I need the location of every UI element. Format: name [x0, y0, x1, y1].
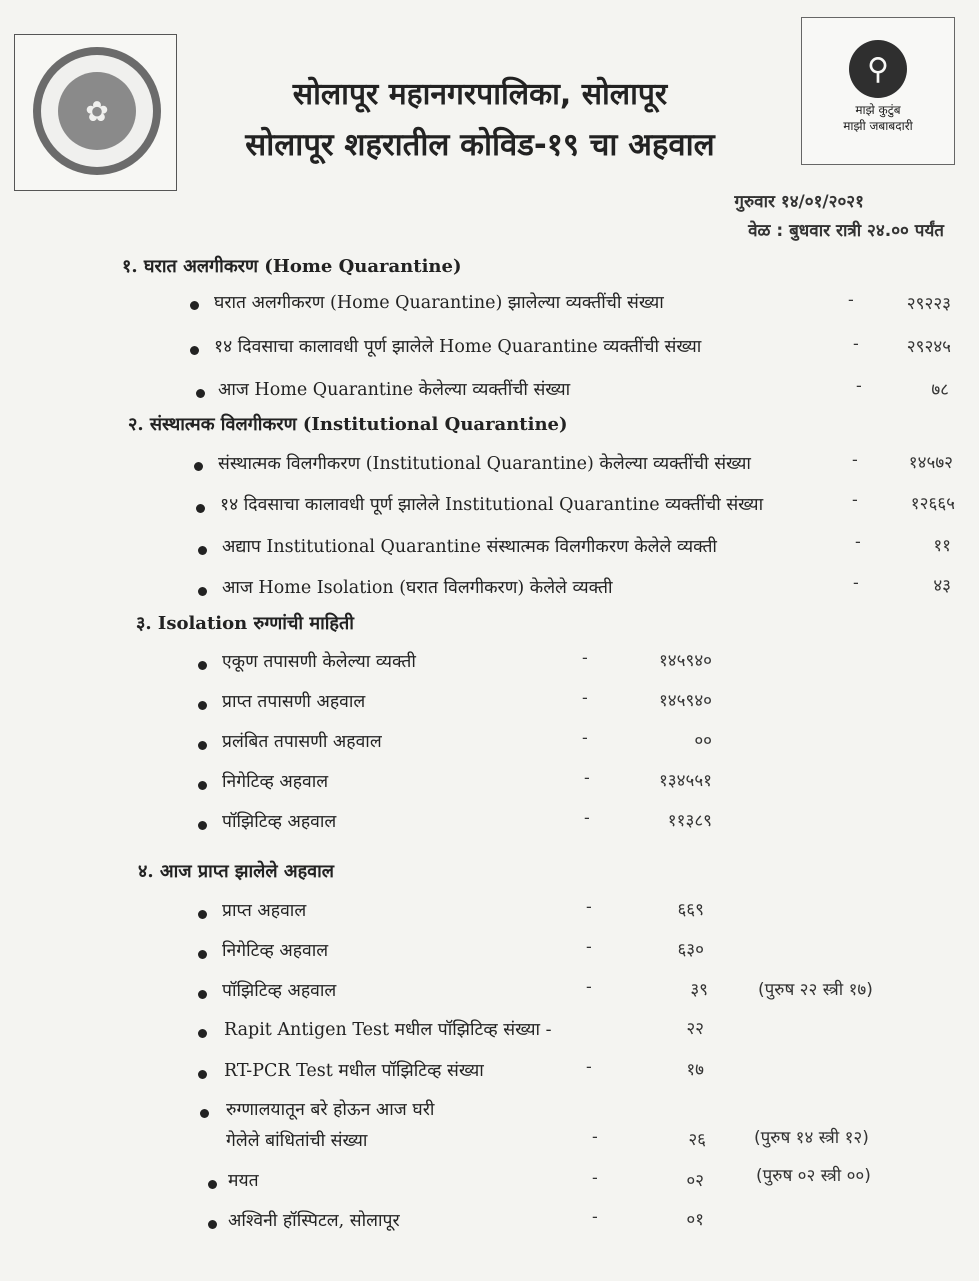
list-item-label: १४ दिवसाचा कालावधी पूर्ण झालेले Home Quarantine व्यक्तींची संख्या: [214, 337, 702, 357]
list-item-label: प्राप्त अहवाल: [222, 901, 307, 921]
dash-separator: -: [584, 768, 590, 788]
list-item-label-continued: गेलेले बांधितांची संख्या: [226, 1131, 368, 1151]
dash-separator: -: [855, 532, 861, 552]
dash-separator: -: [592, 1207, 598, 1227]
list-item-value: ३९: [690, 980, 708, 1000]
section-4-heading: ४. आज प्राप्त झालेले अहवाल: [138, 861, 335, 882]
gender-breakdown-note: (पुरुष १४ स्त्री १२): [754, 1128, 869, 1148]
bullet-icon: [198, 661, 207, 670]
bullet-icon: [198, 781, 207, 790]
list-item-label: प्राप्त तपासणी अहवाल: [222, 692, 366, 712]
slogan-line-2: माझी जबाबदारी: [843, 119, 913, 133]
dash-separator: -: [853, 334, 859, 354]
list-item-label: रुग्णालयातून बरे होऊन आज घरी: [226, 1100, 435, 1120]
list-item-value: ०२: [686, 1171, 704, 1191]
gender-breakdown-note: (पुरुष ०२ स्त्री ००): [756, 1166, 871, 1186]
bullet-icon: [198, 741, 207, 750]
bullet-icon: [196, 504, 205, 513]
bullet-icon: [208, 1220, 217, 1229]
list-item-label: Rapit Antigen Test मधील पॉझिटिव्ह संख्या -: [224, 1020, 552, 1040]
report-time: वेळ : बुधवार रात्री २४.०० पर्यंत: [748, 221, 944, 241]
list-item-value: ४३: [933, 576, 951, 596]
list-item-label: अश्विनी हॉस्पिटल, सोलापूर: [228, 1211, 400, 1231]
dash-separator: -: [856, 376, 862, 396]
bullet-icon: [194, 462, 203, 471]
list-item-value: ११३८९: [667, 811, 712, 831]
dash-separator: -: [848, 290, 854, 310]
gender-breakdown-note: (पुरुष २२ स्त्री १७): [758, 980, 873, 1000]
dash-separator: -: [584, 808, 590, 828]
bullet-icon: [198, 701, 207, 710]
list-item-label: निगेटिव्ह अहवाल: [222, 941, 329, 961]
bullet-icon: [198, 546, 207, 555]
list-item-value: ०१: [686, 1210, 704, 1230]
dash-separator: -: [582, 688, 588, 708]
list-item-value: ००: [694, 731, 712, 751]
list-item-value: ६३०: [677, 940, 704, 960]
list-item-value: २६: [688, 1130, 706, 1150]
dash-separator: -: [586, 977, 592, 997]
bullet-icon: [198, 950, 207, 959]
report-date: गुरुवार १४/०१/२०२१: [734, 192, 864, 212]
section-3-heading: ३. Isolation रुग्णांची माहिती: [136, 613, 354, 634]
section-2-heading: २. संस्थात्मक विलगीकरण (Institutional Quarantine): [128, 414, 568, 435]
bullet-icon: [190, 346, 199, 355]
dash-separator: -: [582, 648, 588, 668]
list-item-label: आज Home Quarantine केलेल्या व्यक्तींची संख्या: [218, 380, 571, 400]
section-1-heading: १. घरात अलगीकरण (Home Quarantine): [122, 256, 462, 277]
seal-icon: ✿: [33, 47, 161, 175]
dash-separator: -: [582, 728, 588, 748]
dash-separator: -: [586, 897, 592, 917]
slogan-line-1: माझे कुटुंब: [855, 103, 901, 117]
page-title: सोलापूर महानगरपालिका, सोलापूर: [292, 77, 668, 112]
dash-separator: -: [592, 1168, 598, 1188]
list-item-value: २२: [686, 1019, 704, 1039]
bullet-icon: [208, 1180, 217, 1189]
list-item-value: १४५९४०: [658, 651, 712, 671]
list-item-value: १७: [686, 1060, 704, 1080]
list-item-label: घरात अलगीकरण (Home Quarantine) झालेल्या व्यक्तींची संख्या: [214, 293, 664, 313]
bullet-icon: [198, 1029, 207, 1038]
list-item-value: १२६६५: [910, 494, 955, 514]
dash-separator: -: [586, 937, 592, 957]
bullet-icon: [198, 821, 207, 830]
list-item-value: ६६९: [677, 900, 704, 920]
list-item-label: अद्याप Institutional Quarantine संस्थात्मक विलगीकरण केलेले व्यक्ती: [222, 537, 717, 557]
page-subtitle: सोलापूर शहरातील कोविड-१९ चा अहवाल: [245, 127, 715, 163]
bullet-icon: [196, 389, 205, 398]
list-item-value: १४५७२: [908, 453, 953, 473]
list-item-label: पॉझिटिव्ह अहवाल: [222, 981, 337, 1001]
list-item-value: ७८: [931, 380, 949, 400]
bullet-icon: [198, 910, 207, 919]
list-item-value: १३४५५१: [658, 771, 712, 791]
list-item-label: संस्थात्मक विलगीकरण (Institutional Quarantine) केलेल्या व्यक्तींची संख्या: [218, 454, 751, 474]
bullet-icon: [198, 587, 207, 596]
list-item-value: १४५९४०: [658, 691, 712, 711]
list-item-value: २९२४५: [906, 337, 951, 357]
list-item-value: २९२२३: [906, 294, 951, 314]
bullet-icon: [198, 990, 207, 999]
family-responsibility-logo: [801, 17, 955, 165]
list-item-label: निगेटिव्ह अहवाल: [222, 772, 329, 792]
dash-separator: -: [586, 1057, 592, 1077]
list-item-value: ११: [933, 536, 951, 556]
list-item-label: RT-PCR Test मधील पॉझिटिव्ह संख्या: [224, 1061, 484, 1081]
list-item-label: प्रलंबित तपासणी अहवाल: [222, 732, 382, 752]
municipal-seal-logo: [14, 34, 177, 191]
list-item-label: पॉझिटिव्ह अहवाल: [222, 812, 337, 832]
dash-separator: -: [852, 450, 858, 470]
dash-separator: -: [853, 573, 859, 593]
family-icon: ⚲: [849, 40, 907, 98]
list-item-label: १४ दिवसाचा कालावधी पूर्ण झालेले Institutional Quarantine व्यक्तींची संख्या: [220, 495, 764, 515]
dash-separator: -: [852, 490, 858, 510]
bullet-icon: [190, 301, 199, 310]
list-item-label: एकूण तपासणी केलेल्या व्यक्ती: [222, 652, 416, 672]
bullet-icon: [200, 1109, 209, 1118]
dash-separator: -: [592, 1127, 598, 1147]
list-item-label: आज Home Isolation (घरात विलगीकरण) केलेले व्यक्ती: [222, 578, 613, 598]
list-item-label: मयत: [228, 1171, 259, 1191]
bullet-icon: [198, 1070, 207, 1079]
